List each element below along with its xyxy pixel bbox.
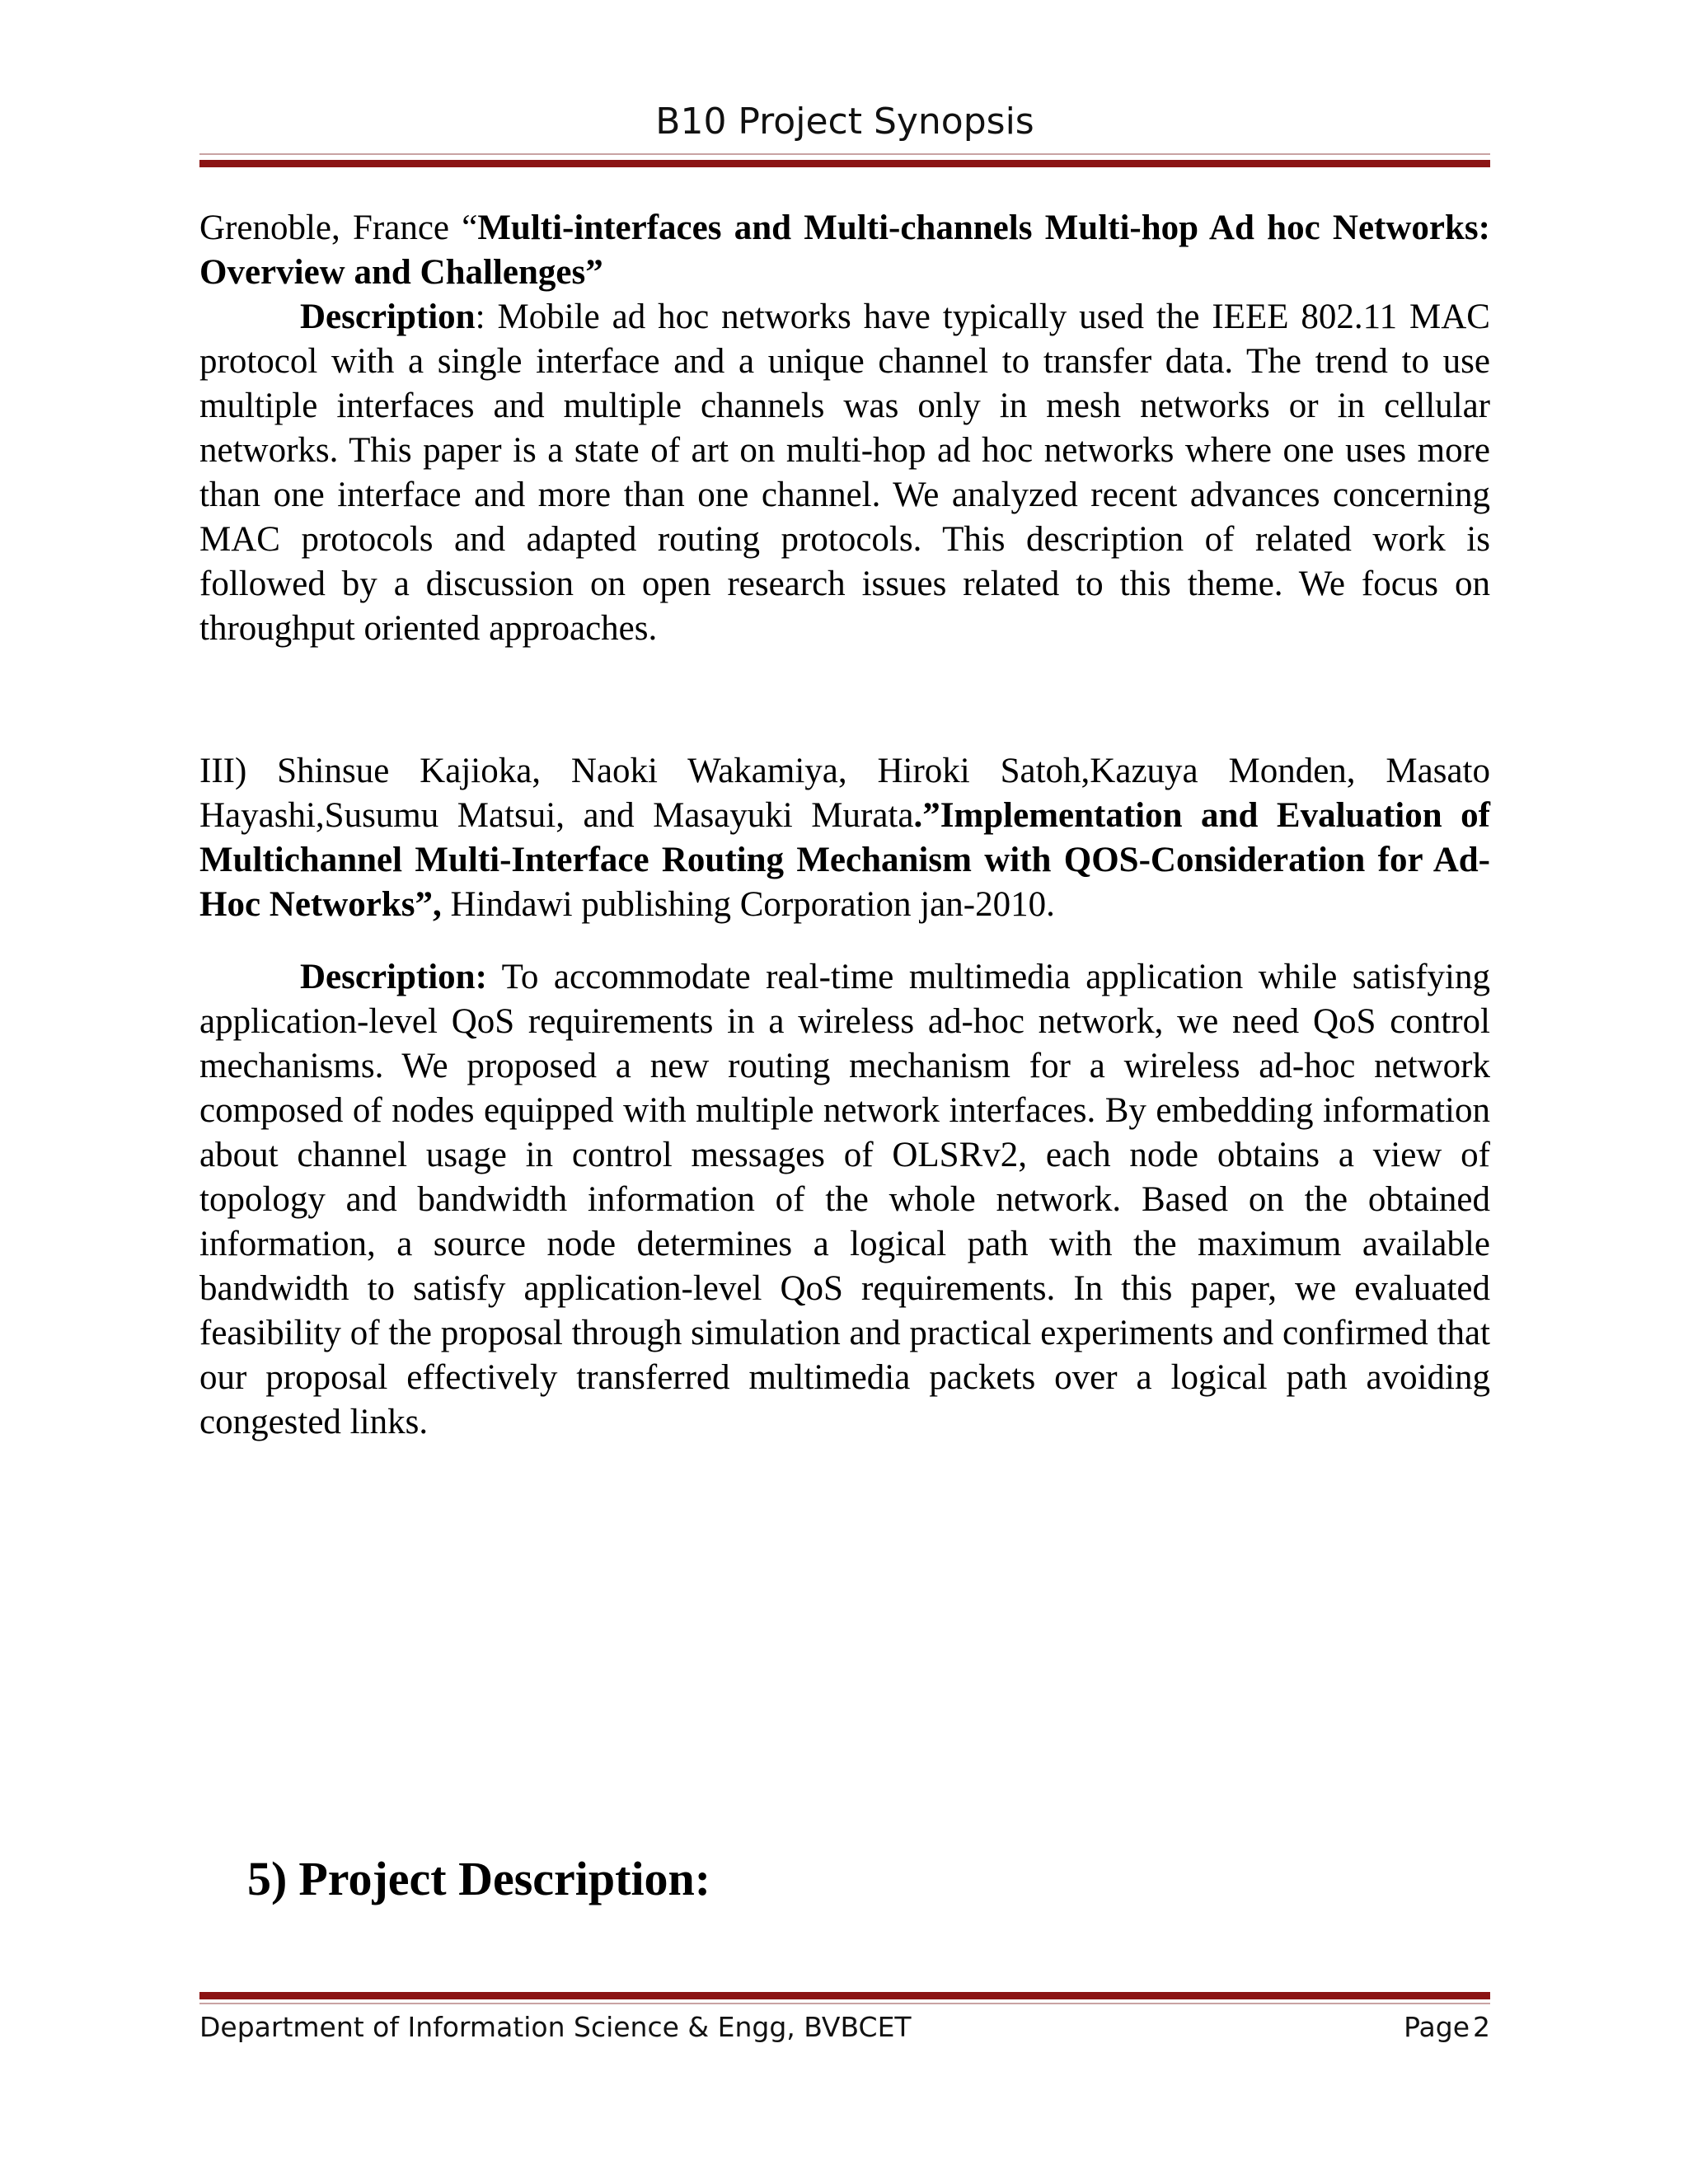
reference-3-description-label: Description: xyxy=(300,958,487,996)
reference-2-citation xyxy=(199,206,1490,295)
footer-rule-thick xyxy=(199,1992,1490,1999)
reference-3-description-text: To accommodate real-time multimedia application while satisfying application-level QoS requirements in a wireless ad-hoc network, we need QoS control mechanisms. We proposed a new routing mechanism for a wireless ad-hoc network composed of nodes equipped with multiple network interfaces. By embedding information about channel usage in control messages of OLSRv2, each node obtains a view of topology and bandwidth information of the whole network. Based on the obtained information, a source node determines a logical path with the maximum available bandwidth to satisfy application-level QoS requirements. In this paper, we evaluated feasibility of the proposal through simulation and practical experiments and confirmed that our proposal effectively transferred multimedia packets over a logical path avoiding congested links. xyxy=(199,958,1490,1441)
header-rule-thin xyxy=(199,153,1490,155)
reference-3-description xyxy=(199,955,1490,1445)
footer-page xyxy=(1404,2009,1490,2046)
reference-3-citation xyxy=(199,749,1490,927)
reference-2-description-text: : Mobile ad hoc networks have typically used the IEEE 802.11 MAC protocol with a single interface and a unique channel to transfer data. The trend to use multiple interfaces and multiple channels was only in mesh networks or in cellular networks. This paper is a state of art on multi-hop ad hoc networks where one uses more than one interface and more than one channel. We analyzed recent advances concerning MAC protocols and adapted routing protocols. This description of related work is followed by a discussion on open research issues related to this theme. We focus on throughput oriented approaches. xyxy=(199,298,1490,648)
reference-3 xyxy=(199,749,1490,1445)
header-rule-thick xyxy=(199,160,1490,167)
section-heading xyxy=(247,1850,710,1908)
reference-2-title: Multi-interfaces and Multi-channels Multi-hop Ad hoc Networks: Overview and Challenges” xyxy=(199,209,1490,292)
reference-2-prefix: Grenoble, France “ xyxy=(199,209,478,247)
reference-2-description xyxy=(199,295,1490,651)
reference-3-authors: III) Shinsue Kajioka, Naoki Wakamiya, Hiroki Satoh,Kazuya Monden, Masato Hayashi,Susumu Matsui, and Masayuki Murata xyxy=(199,752,1490,835)
page-footer xyxy=(199,2009,1490,2046)
footer-rule-thin xyxy=(199,2003,1490,2004)
footer-page-number: 2 xyxy=(1473,2011,1490,2043)
footer-page-label: Page xyxy=(1404,2011,1470,2043)
section-number: 5) xyxy=(247,1852,288,1905)
reference-2 xyxy=(199,206,1490,651)
section-title: Project Description: xyxy=(298,1852,711,1905)
reference-3-publisher: Hindawi publishing Corporation jan-2010. xyxy=(441,885,1055,924)
reference-3-title: .”Implementation and Evaluation of Multichannel Multi-Interface Routing Mechanism with QOS-Consideration for Ad-Hoc Networks”, xyxy=(199,796,1490,924)
page-header-title: B10 Project Synopsis xyxy=(655,101,1034,143)
footer-department: Department of Information Science & Engg, BVBCET xyxy=(199,2011,912,2043)
reference-2-description-label: Description xyxy=(300,298,476,336)
